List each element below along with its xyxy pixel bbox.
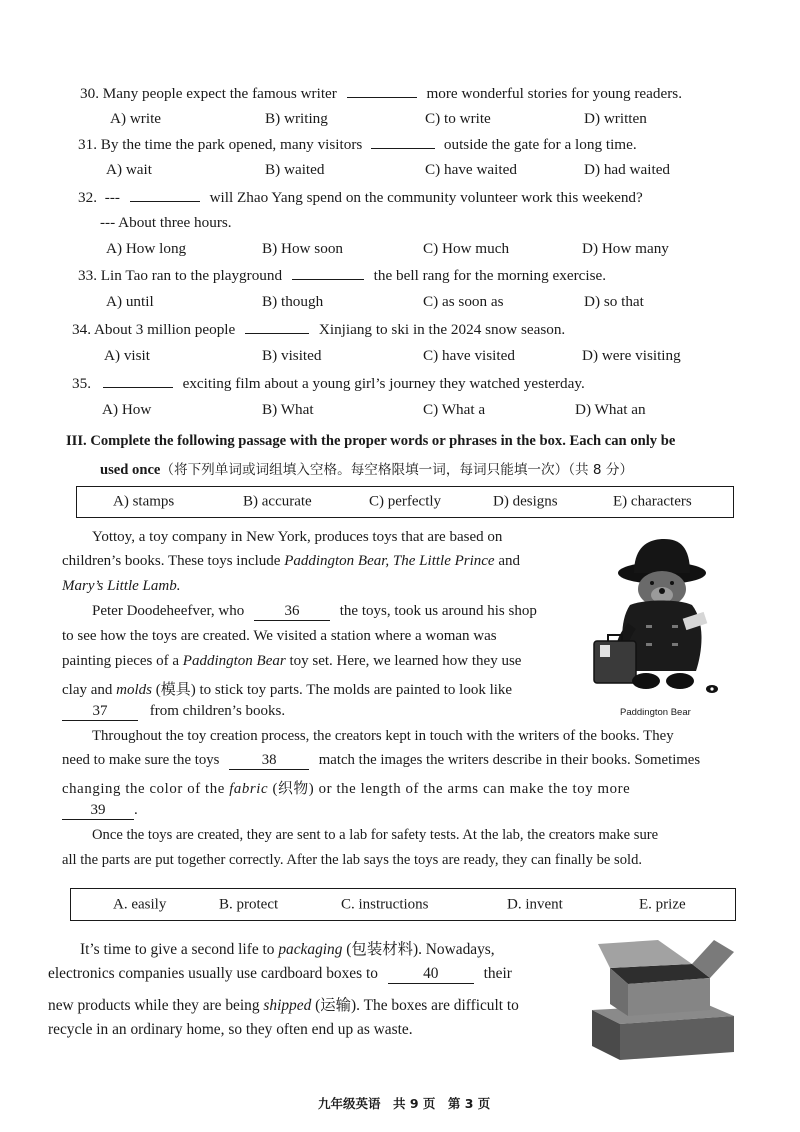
- word-box-2: [70, 888, 736, 921]
- passage-1-line: [62, 578, 180, 595]
- q32-answer-line: --- About three hours.: [100, 214, 232, 231]
- section-3-heading-line1: III. Complete the following passage with the proper words or phrases in the box. Each can only be: [66, 433, 676, 449]
- blank-36[interactable]: 36: [254, 603, 330, 621]
- q30-option-b: B) writing: [265, 110, 328, 127]
- image-caption: Paddington Bear: [620, 707, 691, 718]
- q32-option-d: D) How many: [582, 240, 669, 257]
- passage-2-line: new products while they are being shipped (运输). The boxes are difficult to: [48, 997, 519, 1014]
- passage-1-line: changing the color of the fabric (织物) or the length of the arms can make the toy more: [62, 781, 631, 797]
- q34-option-b: B) visited: [262, 347, 322, 364]
- blank-39[interactable]: 39: [62, 802, 134, 820]
- stem-part-b: Xinjiang to ski in the 2024 snow season.: [318, 321, 566, 338]
- blank-40[interactable]: 40: [388, 965, 474, 984]
- question-number: 35.: [72, 375, 91, 392]
- question-30-stem: [80, 84, 682, 103]
- q35-option-c: C) What a: [423, 401, 486, 418]
- q34-option-c: C) have visited: [423, 347, 515, 364]
- q31-option-b: B) waited: [265, 161, 325, 178]
- passage-1-line: clay and molds (模具) to stick toy parts. The molds are painted to look like: [62, 682, 513, 698]
- passage-1-line: Once the toys are created, they are sent to a lab for safety tests. At the lab, the creators make sure: [92, 827, 659, 843]
- q32-option-b: B) How soon: [262, 240, 344, 257]
- stem-part-b: will Zhao Yang spend on the community volunteer work this weekend?: [209, 189, 643, 206]
- passage-1-line: all the parts are put together correctly. After the lab says the toys are ready, they can finally be sold.: [62, 852, 643, 868]
- question-number: 32.: [78, 189, 97, 206]
- q34-option-d: D) were visiting: [582, 347, 681, 364]
- stem-part-a: Many people expect the famous writer: [102, 85, 337, 102]
- word-box-2-item: A. easily: [113, 896, 167, 912]
- section-3-heading-cn: （将下列单词或词组填入空格。每空格限填一词，每词只能填一次）（共 8 分）: [160, 462, 634, 478]
- q33-option-a: A) until: [106, 293, 154, 310]
- stem-part-b: outside the gate for a long time.: [443, 136, 637, 153]
- blank-37[interactable]: 37: [62, 703, 138, 721]
- blank-38[interactable]: 38: [229, 752, 309, 770]
- stem-part-b: more wonderful stories for young readers.: [426, 85, 683, 102]
- q33-option-b: B) though: [262, 293, 324, 310]
- word-box-1-item: E) characters: [613, 493, 692, 510]
- passage-1-line: Throughout the toy creation process, the creators kept in touch with the writers of the books. They: [92, 728, 674, 744]
- word-box-2-item: C. instructions: [341, 896, 429, 912]
- question-number: 33.: [78, 267, 97, 284]
- q32-option-c: C) How much: [423, 240, 510, 257]
- q34-option-a: A) visit: [104, 347, 150, 364]
- passage-1-line: 37 from children’s books.: [62, 703, 285, 721]
- passage-1-line: Yottoy, a toy company in New York, produces toys that are based on: [92, 529, 503, 545]
- paddington-bear-picture: [588, 533, 732, 703]
- q32-option-a: A) How long: [106, 240, 187, 257]
- passage-1-line: need to make sure the toys 38 match the images the writers describe in their books. Sometimes: [62, 752, 701, 768]
- question-34-stem: [72, 320, 565, 339]
- stem-part-a: About 3 million people: [93, 321, 236, 338]
- question-33-stem: [78, 266, 606, 285]
- word-box-2-item: E. prize: [639, 896, 686, 912]
- word-box-1-item: B) accurate: [243, 493, 312, 510]
- word-box-1: [76, 486, 734, 518]
- passage-1-line: children’s books. These toys include Paddington Bear, The Little Prince and: [62, 553, 521, 569]
- stem-part-a: ---: [104, 189, 120, 206]
- passage-1-line: Peter Doodeheefver, who 36 the toys, took us around his shop: [92, 603, 537, 619]
- q33-option-c: C) as soon as: [423, 293, 504, 310]
- section-3-heading-en: used once: [100, 462, 161, 478]
- word-box-2-item: B. protect: [219, 896, 279, 912]
- question-35-stem: [72, 374, 585, 393]
- q30-option-c: C) to write: [425, 110, 491, 127]
- q30-option-d: D) written: [584, 110, 647, 127]
- q35-option-a: A) How: [102, 401, 152, 418]
- q35-option-b: B) What: [262, 401, 314, 418]
- question-number: 31.: [78, 136, 97, 153]
- passage-1-line: painting pieces of a Paddington Bear toy set. Here, we learned how they use: [62, 653, 522, 669]
- passage-1-line: to see how the toys are created. We visited a station where a woman was: [62, 628, 497, 644]
- word-box-2-item: D. invent: [507, 896, 563, 912]
- answer-blank: [371, 135, 435, 149]
- passage-2-line: electronics companies usually use cardboard boxes to 40 their: [48, 965, 512, 982]
- question-31-stem: [78, 135, 637, 154]
- stem-part-b: the bell rang for the morning exercise.: [373, 267, 607, 284]
- question-32-stem: [78, 188, 643, 207]
- passage-2-line: It’s time to give a second life to packaging (包装材料). Nowadays,: [80, 941, 495, 958]
- book-titles: Paddington Bear, The Little Prince: [284, 553, 495, 569]
- cardboard-boxes-picture: [588, 934, 738, 1064]
- q33-option-d: D) so that: [584, 293, 644, 310]
- q35-option-d: D) What an: [575, 401, 646, 418]
- section-3-heading-line2: [100, 458, 633, 479]
- word-box-1-item: D) designs: [493, 493, 558, 510]
- answer-blank: [130, 188, 200, 202]
- q30-option-a: A) write: [110, 110, 162, 127]
- passage-1-line: 39 .: [62, 802, 138, 820]
- answer-blank: [292, 266, 364, 280]
- stem-part-a: Lin Tao ran to the playground: [100, 267, 283, 284]
- answer-blank: [103, 374, 173, 388]
- answer-blank: [347, 84, 417, 98]
- word-box-1-item: C) perfectly: [369, 493, 442, 510]
- word-box-1-item: A) stamps: [113, 493, 175, 510]
- question-number: 30.: [80, 85, 99, 102]
- stem-part-b: exciting film about a young girl’s journey they watched yesterday.: [182, 375, 585, 392]
- stem-part-a: By the time the park opened, many visitors: [100, 136, 363, 153]
- book-title: Mary’s Little Lamb.: [62, 578, 181, 594]
- passage-2-line: recycle in an ordinary home, so they often end up as waste.: [48, 1021, 413, 1038]
- q31-option-c: C) have waited: [425, 161, 517, 178]
- answer-blank: [245, 320, 309, 334]
- page-footer: 九年级英语 共 9 页 第 3 页: [318, 1096, 491, 1111]
- q31-option-d: D) had waited: [584, 161, 671, 178]
- question-number: 34.: [72, 321, 91, 338]
- q31-option-a: A) wait: [106, 161, 152, 178]
